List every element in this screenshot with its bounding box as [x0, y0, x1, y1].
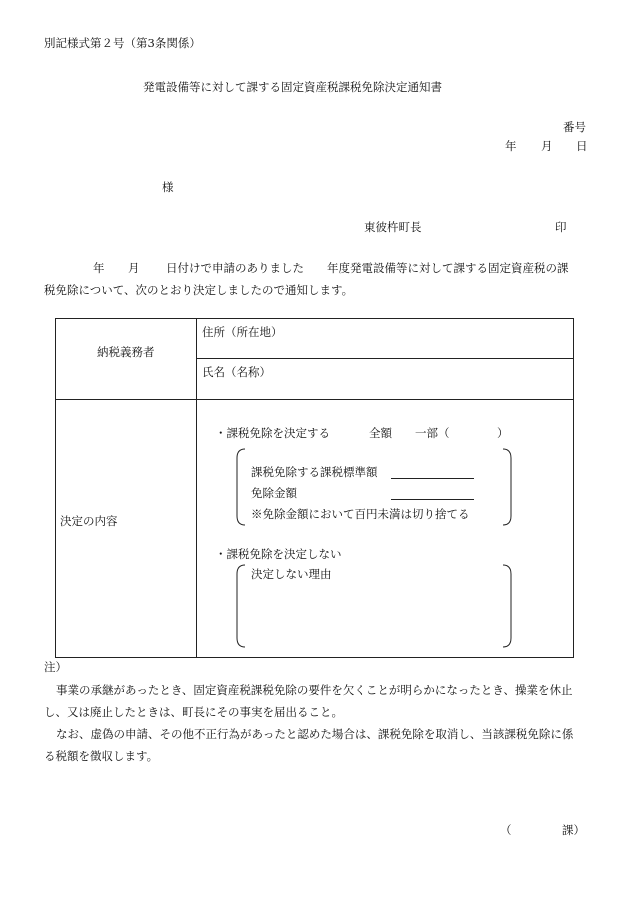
decision-label-cell [56, 400, 197, 658]
note2-line1: なお、虚偽の申請、その他不正行為があったと認めた場合は、課税免除を取消し、当該課税免除に係 [56, 727, 574, 741]
footer-open-paren: （ [500, 823, 512, 837]
number-label: 番号 [563, 120, 586, 134]
full-amount-option: 全額 [369, 426, 392, 440]
name-cell [197, 359, 574, 400]
address-label: 住所（所在地） [202, 325, 283, 339]
intro-text-line1: 日付けで申請のありました 年度発電設備等に対して課する固定資産税の課 [166, 261, 569, 275]
date-day-label: 日 [576, 139, 588, 153]
address-cell [197, 319, 574, 359]
date-month-label: 月 [541, 139, 553, 153]
taxpayer-label-cell [56, 319, 197, 400]
option-exempt: ・課税免除を決定する [215, 426, 330, 440]
exempt-amount-field[interactable] [391, 499, 474, 500]
note2-line2: る税額を徴収します。 [44, 749, 159, 763]
partial-amount-option: 一部（ [415, 426, 450, 440]
intro-text-line2: 税免除について、次のとおり決定しましたので通知します。 [44, 283, 354, 297]
rounding-note: ※免除金額において百円未満は切り捨てる [251, 507, 470, 521]
partial-close-paren: ） [497, 426, 509, 440]
seal-mark: 印 [555, 220, 567, 234]
name-label: 氏名（名称） [202, 365, 271, 379]
issuer-name: 東彼杵町長 [364, 220, 422, 234]
date-year-label: 年 [505, 139, 517, 153]
standard-amount-field[interactable] [391, 478, 474, 479]
taxpayer-label: 納税義務者 [97, 345, 155, 359]
intro-year-label: 年 [93, 261, 105, 275]
notes-heading: 注） [44, 660, 67, 674]
document-title: 発電設備等に対して課する固定資産税課税免除決定通知書 [143, 80, 442, 94]
reason-label: 決定しない理由 [251, 567, 332, 581]
form-number: 別記様式第２号（第3条関係） [44, 36, 201, 50]
decision-content-cell [197, 400, 574, 658]
decision-label: 決定の内容 [60, 514, 118, 528]
footer-department: 課） [562, 823, 585, 837]
addressee-honorific: 様 [162, 180, 174, 194]
option-no-exempt: ・課税免除を決定しない [215, 547, 342, 561]
note1-line1: 事業の承継があったとき、固定資産税課税免除の要件を欠くことが明らかになったとき、操業を休止 [56, 683, 573, 697]
exempt-amount-label: 免除金額 [251, 486, 297, 500]
standard-amount-label: 課税免除する課税標準額 [251, 465, 378, 479]
note1-line2: し、又は廃止したときは、町長にその事実を届出ること。 [44, 705, 343, 719]
decision-form-table [55, 318, 574, 658]
intro-month-label: 月 [128, 261, 140, 275]
